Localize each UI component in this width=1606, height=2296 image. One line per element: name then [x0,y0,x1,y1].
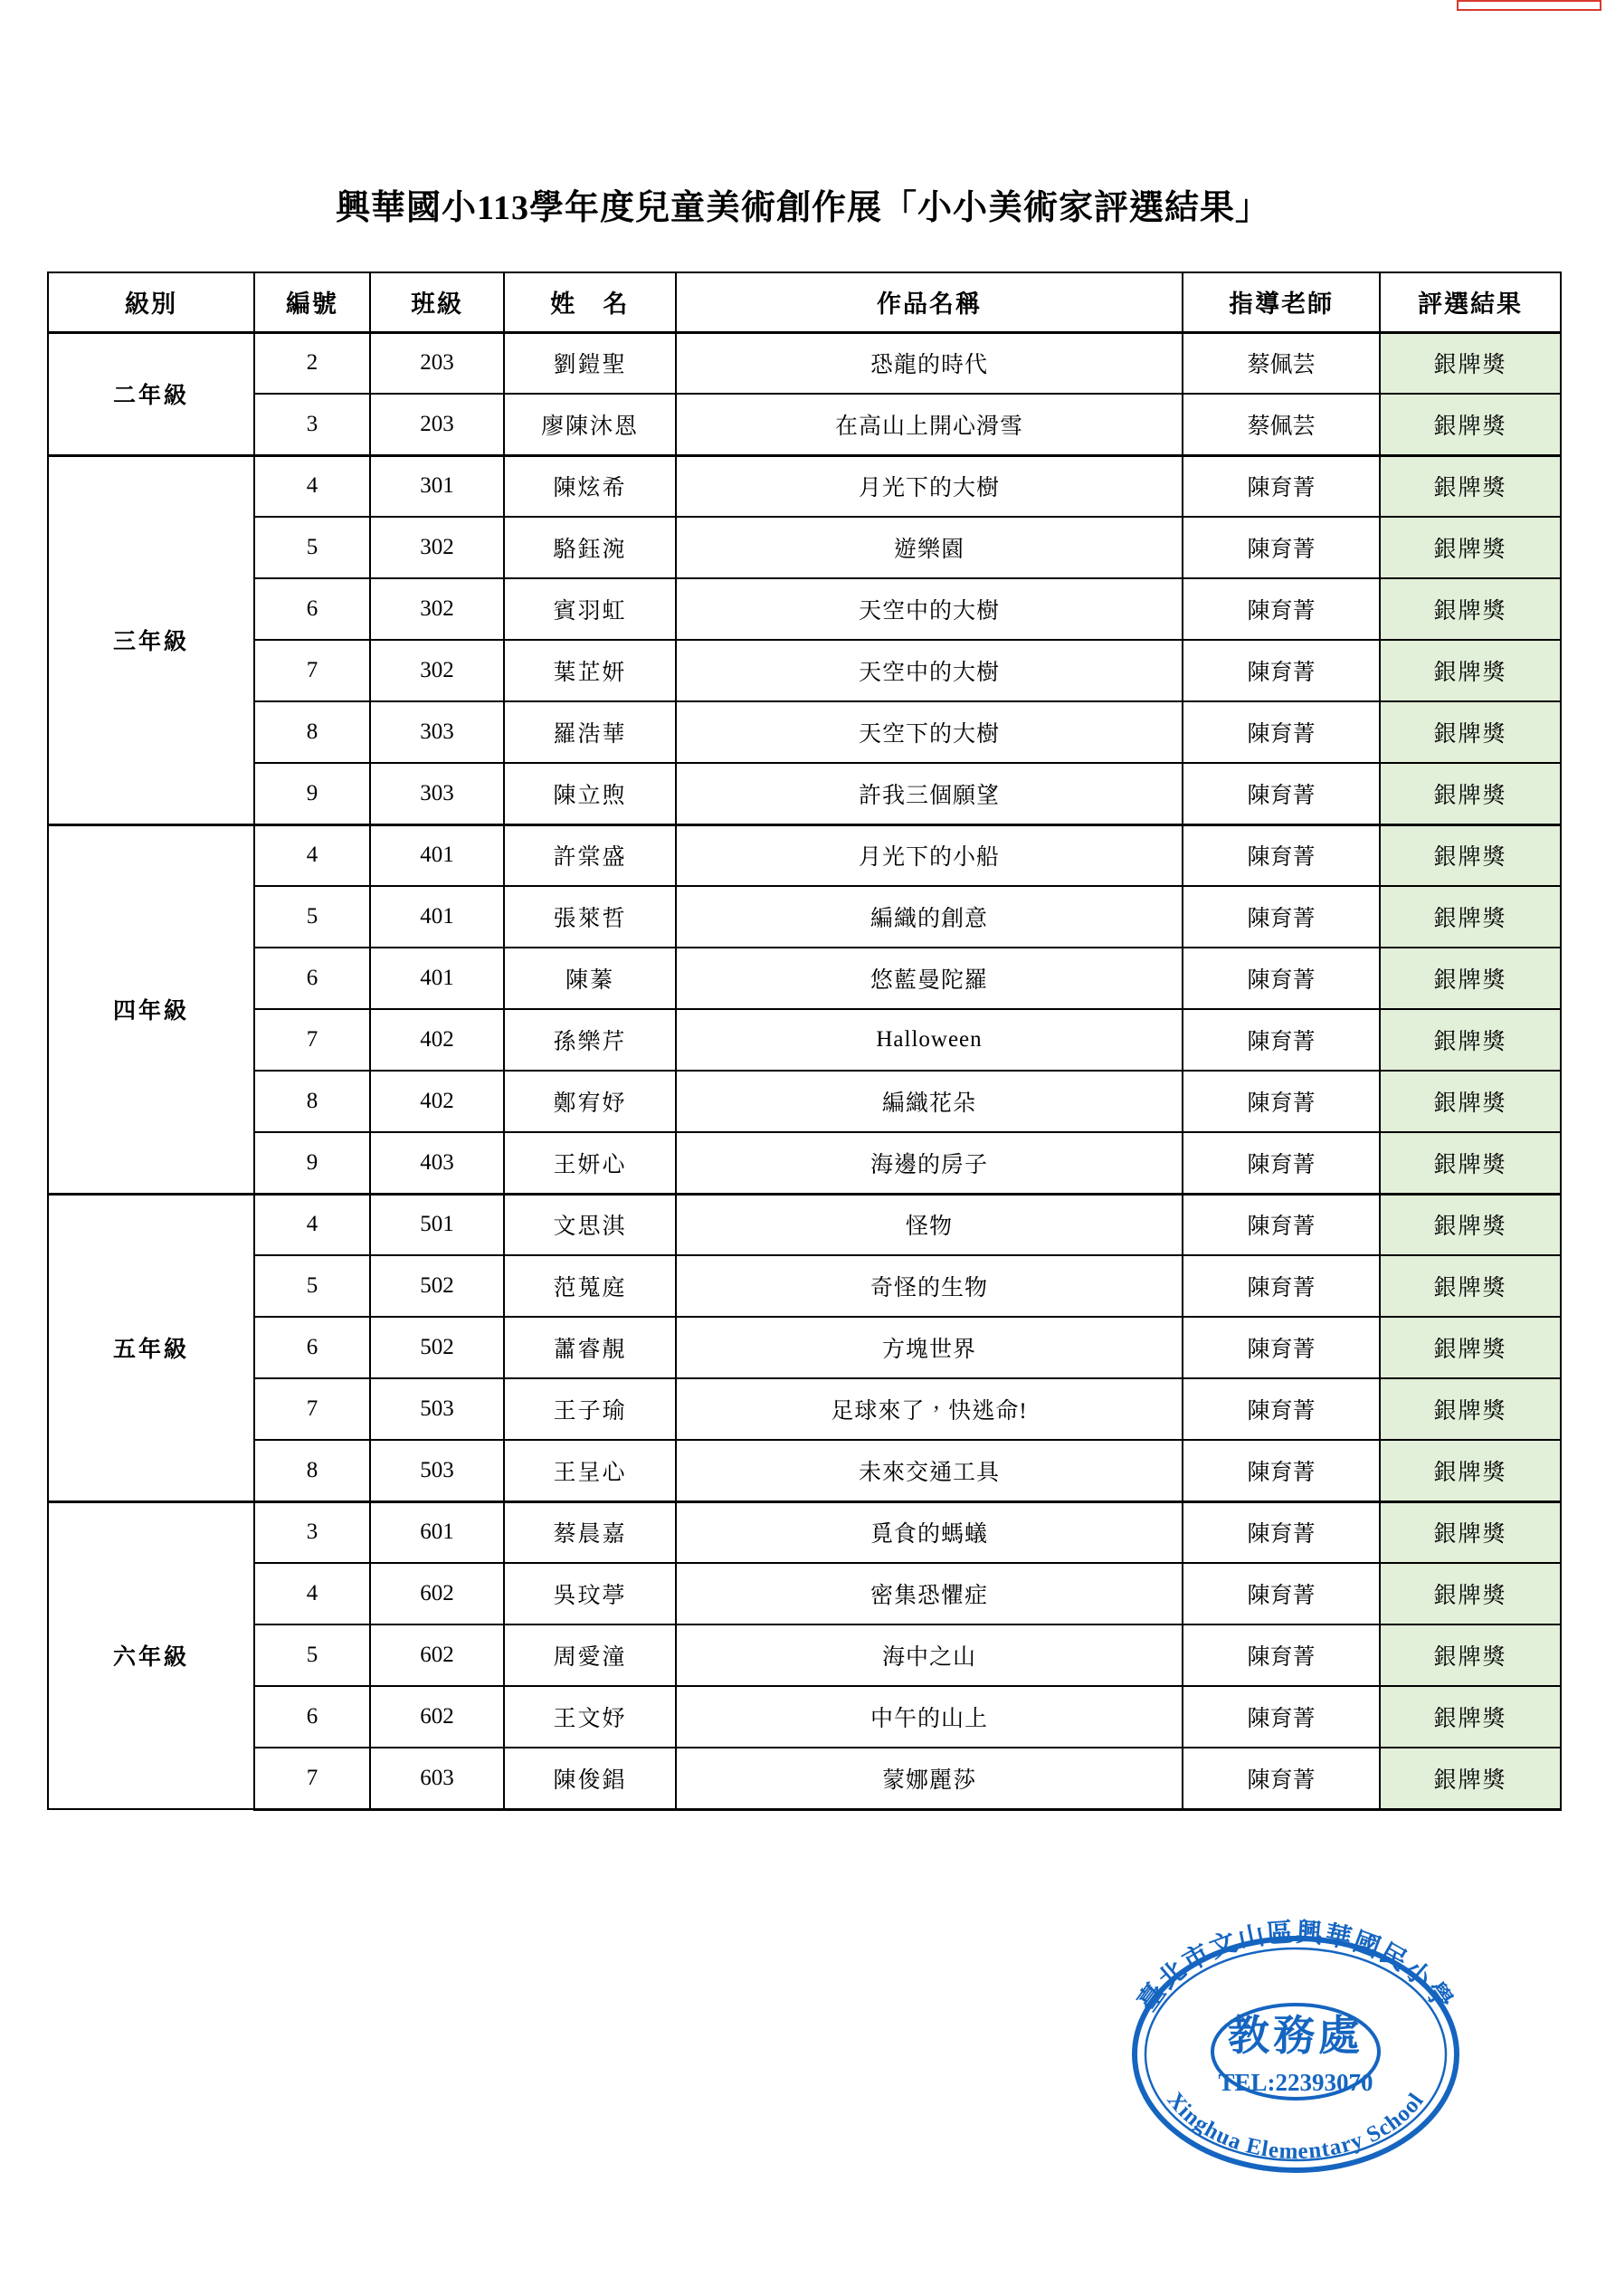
cell-work: 海邊的房子 [676,1132,1183,1194]
cell-teacher: 陳育菁 [1183,1686,1380,1748]
table-row [48,1686,1561,1748]
cell-class: 303 [370,701,504,763]
cell-name: 王文妤 [504,1686,676,1748]
table-row [48,517,1561,578]
cell-name: 陳炫希 [504,455,676,517]
cell-name: 羅浩華 [504,701,676,763]
cell-work: 未來交通工具 [676,1440,1183,1501]
cell-work: 月光下的大樹 [676,455,1183,517]
cell-teacher: 陳育菁 [1183,1501,1380,1563]
cell-work: 編織花朵 [676,1071,1183,1132]
cell-award: 銀牌獎 [1380,1501,1561,1563]
cell-award: 銀牌獎 [1380,824,1561,886]
cell-number: 6 [254,948,370,1009]
cell-name: 孫樂芹 [504,1009,676,1071]
table-row [48,394,1561,455]
cell-teacher: 陳育菁 [1183,1317,1380,1378]
cell-teacher: 陳育菁 [1183,948,1380,1009]
cell-class: 601 [370,1501,504,1563]
official-seal-stamp [1106,1905,1486,2186]
cell-class: 302 [370,640,504,701]
cell-work: 天空中的大樹 [676,578,1183,640]
cell-award: 銀牌獎 [1380,763,1561,824]
cell-class: 501 [370,1194,504,1255]
cell-award: 銀牌獎 [1380,1686,1561,1748]
cell-class: 603 [370,1748,504,1809]
grade-group-cell: 二年級 [48,332,254,455]
cell-number: 5 [254,1255,370,1317]
table-row [48,640,1561,701]
cell-name: 許棠盛 [504,824,676,886]
table-row [48,578,1561,640]
cell-number: 5 [254,886,370,948]
table-row [48,1378,1561,1440]
table-header [48,272,1561,332]
cell-class: 403 [370,1132,504,1194]
cell-number: 7 [254,1748,370,1809]
cell-award: 銀牌獎 [1380,886,1561,948]
cell-name: 王呈心 [504,1440,676,1501]
cell-number: 5 [254,517,370,578]
table-row [48,1132,1561,1194]
table-body [48,332,1561,1809]
cell-teacher: 陳育菁 [1183,1440,1380,1501]
cell-work: 怪物 [676,1194,1183,1255]
cell-name: 王子瑜 [504,1378,676,1440]
evaluation-results-table [47,272,1562,1811]
table-row [48,1009,1561,1071]
table-row [48,948,1561,1009]
cell-work: 在高山上開心滑雪 [676,394,1183,455]
cell-work: 覓食的螞蟻 [676,1501,1183,1563]
cell-teacher: 陳育菁 [1183,455,1380,517]
grade-group-cell: 三年級 [48,455,254,824]
cell-award: 銀牌獎 [1380,1378,1561,1440]
cell-award: 銀牌獎 [1380,1440,1561,1501]
cell-award: 銀牌獎 [1380,332,1561,394]
cell-award: 銀牌獎 [1380,1563,1561,1624]
cell-name: 王妍心 [504,1132,676,1194]
cell-award: 銀牌獎 [1380,394,1561,455]
cell-number: 6 [254,578,370,640]
cell-name: 蔡晨嘉 [504,1501,676,1563]
table-row [48,1071,1561,1132]
cell-award: 銀牌獎 [1380,1748,1561,1809]
seal-tel-text: TEL:22393070 [1218,2069,1373,2096]
cell-work: 遊樂園 [676,517,1183,578]
seal-outer-text-zh: 臺北市文山區興華國民小學 [1133,1918,1459,2017]
top-red-marker [1457,0,1601,11]
cell-award: 銀牌獎 [1380,1255,1561,1317]
cell-award: 銀牌獎 [1380,455,1561,517]
cell-award: 銀牌獎 [1380,578,1561,640]
cell-award: 銀牌獎 [1380,1317,1561,1378]
table-row [48,1501,1561,1563]
cell-number: 3 [254,394,370,455]
cell-name: 張萊哲 [504,886,676,948]
cell-name: 文思淇 [504,1194,676,1255]
cell-class: 402 [370,1009,504,1071]
cell-name: 陳蓁 [504,948,676,1009]
cell-class: 502 [370,1317,504,1378]
cell-award: 銀牌獎 [1380,640,1561,701]
cell-number: 9 [254,1132,370,1194]
cell-class: 602 [370,1624,504,1686]
column-header-teacher: 指導老師 [1183,272,1380,332]
cell-work: 天空中的大樹 [676,640,1183,701]
cell-class: 502 [370,1255,504,1317]
column-header-class: 班級 [370,272,504,332]
column-header-name: 姓 名 [504,272,676,332]
table-row [48,1194,1561,1255]
cell-class: 203 [370,332,504,394]
grade-group-cell: 六年級 [48,1501,254,1809]
cell-number: 2 [254,332,370,394]
cell-class: 302 [370,517,504,578]
cell-teacher: 陳育菁 [1183,640,1380,701]
cell-teacher: 陳育菁 [1183,763,1380,824]
cell-teacher: 陳育菁 [1183,1748,1380,1809]
cell-number: 8 [254,1071,370,1132]
cell-number: 4 [254,1563,370,1624]
cell-name: 葉芷妍 [504,640,676,701]
cell-class: 203 [370,394,504,455]
cell-teacher: 陳育菁 [1183,1378,1380,1440]
cell-name: 劉鎧聖 [504,332,676,394]
seal-center-text: 教務處 [1228,2013,1364,2059]
cell-name: 周愛潼 [504,1624,676,1686]
cell-name: 鄭宥妤 [504,1071,676,1132]
page-title: 興華國小113學年度兒童美術創作展「小小美術家評選結果」 [336,189,1270,227]
cell-award: 銀牌獎 [1380,1132,1561,1194]
cell-number: 5 [254,1624,370,1686]
cell-work: 密集恐懼症 [676,1563,1183,1624]
cell-name: 陳立煦 [504,763,676,824]
cell-class: 503 [370,1378,504,1440]
cell-award: 銀牌獎 [1380,1624,1561,1686]
cell-teacher: 陳育菁 [1183,578,1380,640]
cell-number: 4 [254,455,370,517]
cell-number: 6 [254,1317,370,1378]
table-row [48,763,1561,824]
cell-number: 4 [254,1194,370,1255]
cell-name: 范蒐庭 [504,1255,676,1317]
column-header-award: 評選結果 [1380,272,1561,332]
cell-award: 銀牌獎 [1380,1194,1561,1255]
cell-number: 9 [254,763,370,824]
cell-number: 8 [254,1440,370,1501]
table-header-row [48,272,1561,332]
column-header-grade: 級別 [48,272,254,332]
cell-teacher: 陳育菁 [1183,1255,1380,1317]
cell-award: 銀牌獎 [1380,701,1561,763]
cell-class: 301 [370,455,504,517]
grade-group-cell: 五年級 [48,1194,254,1501]
seal-outer-text-en: Xinghua Elementary School [1162,2088,1430,2165]
cell-work: 奇怪的生物 [676,1255,1183,1317]
table-row [48,1563,1561,1624]
table-row [48,332,1561,394]
cell-number: 6 [254,1686,370,1748]
table-row [48,886,1561,948]
cell-work: 許我三個願望 [676,763,1183,824]
cell-class: 401 [370,824,504,886]
table-row [48,1255,1561,1317]
cell-class: 303 [370,763,504,824]
table-row [48,1317,1561,1378]
cell-teacher: 陳育菁 [1183,1624,1380,1686]
table-row [48,1624,1561,1686]
cell-teacher: 陳育菁 [1183,824,1380,886]
cell-work: 編織的創意 [676,886,1183,948]
grade-group-cell: 四年級 [48,824,254,1194]
cell-class: 302 [370,578,504,640]
cell-name: 廖陳沐恩 [504,394,676,455]
cell-award: 銀牌獎 [1380,1071,1561,1132]
cell-class: 503 [370,1440,504,1501]
cell-teacher: 陳育菁 [1183,1132,1380,1194]
cell-name: 駱鈺涴 [504,517,676,578]
cell-number: 7 [254,1009,370,1071]
cell-name: 陳俊錩 [504,1748,676,1809]
cell-number: 7 [254,1378,370,1440]
cell-work: Halloween [676,1009,1183,1071]
cell-number: 8 [254,701,370,763]
cell-name: 賓羽虹 [504,578,676,640]
cell-class: 402 [370,1071,504,1132]
cell-number: 4 [254,824,370,886]
cell-work: 海中之山 [676,1624,1183,1686]
cell-teacher: 陳育菁 [1183,1071,1380,1132]
table-row [48,1748,1561,1809]
cell-number: 3 [254,1501,370,1563]
cell-work: 恐龍的時代 [676,332,1183,394]
cell-award: 銀牌獎 [1380,1009,1561,1071]
cell-work: 月光下的小船 [676,824,1183,886]
cell-teacher: 蔡佩芸 [1183,332,1380,394]
cell-award: 銀牌獎 [1380,948,1561,1009]
cell-work: 方塊世界 [676,1317,1183,1378]
cell-name: 吳玟葶 [504,1563,676,1624]
cell-class: 401 [370,886,504,948]
cell-work: 天空下的大樹 [676,701,1183,763]
cell-class: 602 [370,1686,504,1748]
cell-teacher: 蔡佩芸 [1183,394,1380,455]
cell-teacher: 陳育菁 [1183,701,1380,763]
cell-number: 7 [254,640,370,701]
cell-work: 足球來了，快逃命! [676,1378,1183,1440]
table-row [48,1440,1561,1501]
cell-work: 中午的山上 [676,1686,1183,1748]
cell-teacher: 陳育菁 [1183,886,1380,948]
cell-work: 蒙娜麗莎 [676,1748,1183,1809]
cell-class: 401 [370,948,504,1009]
table-row [48,701,1561,763]
column-header-work: 作品名稱 [676,272,1183,332]
table-row [48,824,1561,886]
cell-teacher: 陳育菁 [1183,1563,1380,1624]
cell-class: 602 [370,1563,504,1624]
cell-teacher: 陳育菁 [1183,1194,1380,1255]
cell-teacher: 陳育菁 [1183,517,1380,578]
table-row [48,455,1561,517]
cell-name: 蕭睿靚 [504,1317,676,1378]
column-header-number: 編號 [254,272,370,332]
cell-award: 銀牌獎 [1380,517,1561,578]
cell-work: 悠藍曼陀羅 [676,948,1183,1009]
cell-teacher: 陳育菁 [1183,1009,1380,1071]
